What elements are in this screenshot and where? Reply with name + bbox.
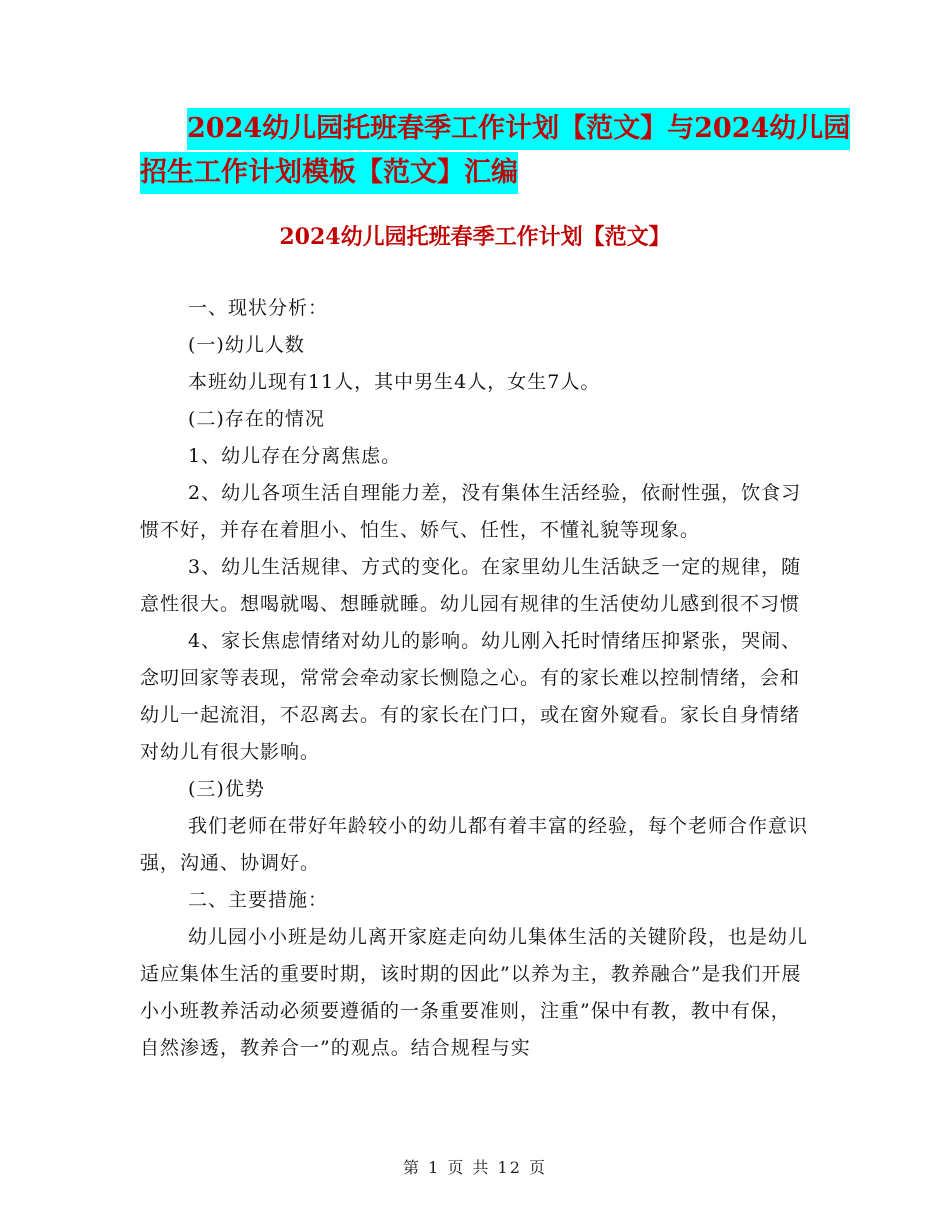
paragraph: 本班幼儿现有11人，其中男生4人，女生7人。 — [188, 371, 601, 393]
page-footer: 第 1 页 共 12 页 — [403, 1158, 547, 1177]
paragraph: (三)优势 — [188, 778, 265, 800]
paragraph: 二、主要措施： — [188, 889, 329, 911]
paragraph: 我们老师在带好年龄较小的幼儿都有着丰富的经验，每个老师合作意识强，沟通、协调好。 — [140, 815, 809, 874]
paragraph: 1、幼儿存在分离焦虑。 — [188, 445, 402, 467]
paragraph: 2、幼儿各项生活自理能力差，没有集体生活经验，依耐性强，饮食习惯不好，并存在着胆小、怕生、娇气、任性，不懂礼貌等现象。 — [140, 482, 802, 541]
paragraph: 3、幼儿生活规律、方式的变化。在家里幼儿生活缺乏一定的规律，随意性很大。想喝就喝、想睡就睡。幼儿园有规律的生活使幼儿感到很不习惯 — [140, 556, 802, 615]
section-title: 2024幼儿园托班春季工作计划【范文】 — [279, 224, 671, 250]
document-title-line-2: 招生工作计划模板【范文】汇编 — [140, 152, 518, 194]
document-title-line-1: 2024幼儿园托班春季工作计划【范文】与2024幼儿园 — [187, 108, 850, 150]
paragraph: 一、现状分析： — [188, 297, 329, 319]
document-body — [140, 290, 810, 1067]
paragraph: 幼儿园小小班是幼儿离开家庭走向幼儿集体生活的关键阶段，也是幼儿适应集体生活的重要时期，该时期的因此”以养为主，教养融合”是我们开展小小班教养活动必须要遵循的一条重要准则，注重”保中有教，教中有保，自然渗透，教养合一”的观点。结合规程与实 — [140, 926, 809, 1059]
paragraph: (一)幼儿人数 — [188, 334, 305, 356]
paragraph: 4、家长焦虑情绪对幼儿的影响。幼儿刚入托时情绪压抑紧张，哭闹、念叨回家等表现，常常会牵动家长恻隐之心。有的家长难以控制情绪，会和幼儿一起流泪，不忍离去。有的家长在门口，或在窗外窥看。家长自身情绪对幼儿有很大影响。 — [140, 630, 802, 763]
paragraph: (二)存在的情况 — [188, 408, 325, 430]
